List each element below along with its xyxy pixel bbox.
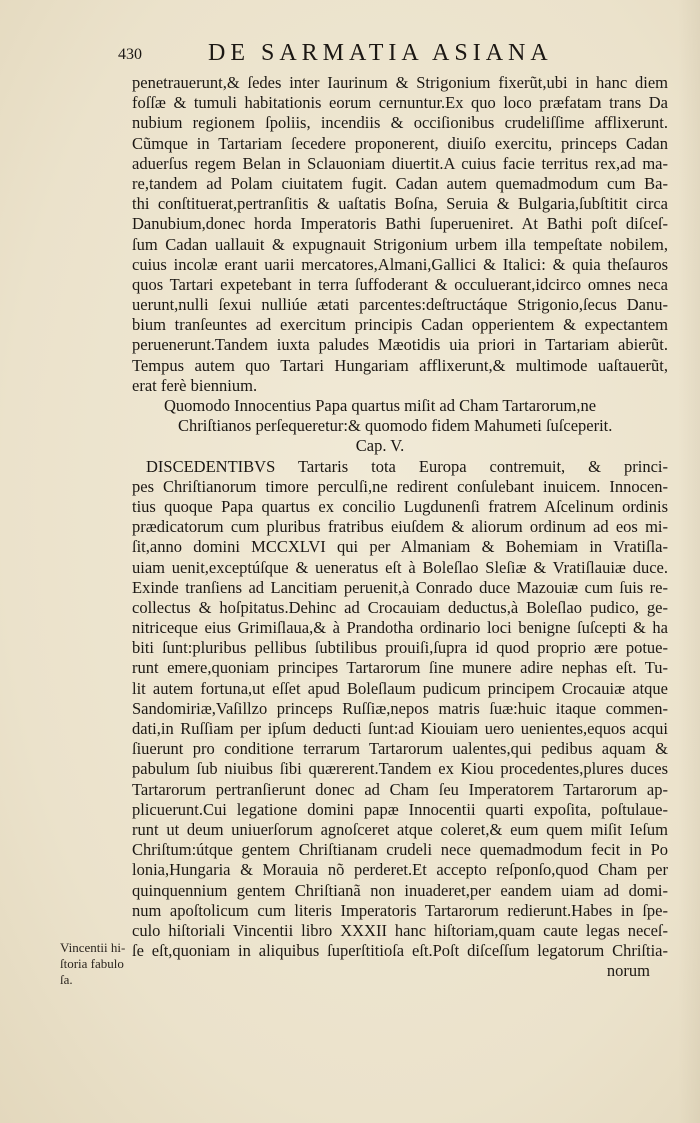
text-line: dati,in Ruſſiam per ipſum deducti ſunt:ad Kiouiam uero uenientes,equos acqui [132,719,668,738]
text-line: uerunt,nulli ſexui nulliúe ætati parcentes:deſtructáque Strigonio,ſecus Danu- [132,295,668,315]
text-line: uiam uenit,exceptúſque & ueneratus eſt à Boleſlao Sleſiæ & Vratiſlauiæ duce. [132,557,668,577]
text-line: plicuerunt.Cui legatione domini papæ Innocentii quarti expoſita, poſtulaue- [132,799,668,819]
text-line: biti ſunt:pluribus pellibus ſubtilibus prouiſi,ſupra id quod proprio ære potue- [132,638,668,658]
margin-note-line: ſa. [60,972,73,987]
page-edge-shadow [678,0,700,1123]
text-line: lonia,Hungaria & Morauia nõ perderet.Et accepto reſponſo,quod Cham per [132,860,668,880]
text-line: Cũmque in Tartariam ſecedere proponerent, diuiſo exercitu, princeps Cadan [132,133,668,153]
chapter-title-line-2: Chriſtianos perſequeretur:& quomodo fidem Mahumeti ſuſceperit. [178,416,613,436]
text-line: quos Tartari expetebant in terra ſuffoderant & occuluerant,idcirco omnes neca [132,274,668,294]
text-line: Tempus autem quo Tartari Hungariam afflixerunt,& multimode uaſtauerũt, [132,355,668,375]
text-line: culo hiſtoriali Vincentii libro XXXII hanc hiſtoriam,quam caute legas neceſ- [132,920,668,940]
text-line: nitriceque eius Grimiſlaua,& à Prandotha ordinario loci benigne ſuſcepti & ha [132,618,668,638]
margin-note-line: Vincentii hi- [60,940,126,955]
text-line: penetrauerunt,& ſedes inter Iaurinum & Strigonium fixerũt,ubi in hanc diem [132,73,668,92]
text-line: nubium regionem ſpoliis, incendiis & occiſionibus crudeliſſime afflixerunt. [132,113,668,133]
text-line: aduerſus regem Belan in Sclauoniam diuertit.A cuius facie territus rex,ad ma- [132,153,668,173]
text-line: Tartarorum pertranſierunt donec ad Cham ſeu Imperatorem Tartarorum ap- [132,779,668,799]
text-line: tius quoque Papa quartus ex concilio Lugdunenſi fratrem Aſcelinum ordinis [132,496,668,516]
chapter-number: Cap. V. [355,436,405,456]
chapter-title-line-1: Quomodo Innocentius Papa quartus miſit ad Cham Tartarorum,ne [164,396,597,415]
text-line: ſiuerunt pro conditione terrarum Tartarorum ualentes,qui pedibus aquam & [132,739,668,759]
text-block [132,73,668,981]
text-line: pes Chriſtianorum timore perculſi,ne redirent conſulebant inuicem. Innocen- [132,476,668,496]
running-head: DE SARMATIA ASIANA [208,40,553,66]
text-line: prædicatorum cum pluribus fratribus eiuſdem & aliorum ordinum ad eos mi- [132,517,668,537]
margin-note-line: ſtoria fabulo [60,956,124,971]
margin-note [60,940,132,988]
text-line: ſum Cadan uallauit & expugnauit Strigonium urbem illa tempeſtate nobilem, [132,234,668,254]
text-line: DISCEDENTIBVS Tartaris tota Europa contremuit, & princi- [146,456,668,476]
text-line: ſit,anno domini MCCXLVI qui per Almaniam & Bohemiam in Vratiſla- [132,537,668,557]
text-line: lit autem fortuna,ut eſſet apud Boleſlaum pudicum principem Crocauiæ atque [132,678,668,698]
text-line: bium tranſeuntes ad exercitum principis Cadan opperientem & expectantem [132,315,668,335]
text-line: pabulum ſub niuibus ſibi quærerent.Tandem ex Kiou procedentes,plures duces [132,759,668,779]
text-line: Sandomiriæ,Vaſillzo princeps Ruſſiæ,nepos matris ſuæ:huic itaque commen- [132,698,668,718]
text-line: re,tandem ad Polam ciuitatem fugit. Cadan autem quemadmodum cum Ba- [132,173,668,193]
text-line: collectus & hoſpitatus.Dehinc ad Crocauiam deductus,à Boleſlao pudico, ge- [132,597,668,617]
text-line: Chriſtum:útque gentem Chriſtianam crudeli nece quemadmodum fecit in Po [132,840,668,860]
page-header [118,40,566,70]
text-line: quinquennium gentem Chriſtianã non inuaderet,per eandem uiam ad domi- [132,880,668,900]
text-line: ſe eſt,quoniam in aliquibus ſuperſtitioſa eſt.Poſt diſceſſum legatorum Chriſtia- [132,941,668,961]
text-line: Danubium,donec horda Imperatoris Bathi ſuperueniret. At Bathi poſt diſceſ- [132,214,668,234]
text-line: num apoſtolicum cum literis Imperatoris Tartarorum redierunt.Habes in ſpe- [132,900,668,920]
catchword: norum [606,961,650,981]
text-line: peruenerunt.Tandem iuxta paludes Mæotidis uia priori in Tartariam abierũt. [132,335,668,355]
text-line: runt emere,quoniam principes Tartarorum ſine munere adire nephas eſt. Tu- [132,658,668,678]
text-line: thi conſtituerat,pertranſitis & uaſtatis Boſna, Seruia & Bulgaria,ſubſtitit circa [132,194,668,214]
text-line: cuius incolæ erant uarii mercatores,Almani,Gallici & Italici: & quia theſauros [132,254,668,274]
text-line: erat ferè biennium. [132,375,258,395]
text-line: foſſæ & tumuli habitationis eorum cernuntur.Ex quo loco præfatam trans Da [132,93,668,113]
text-line: runt ut deum uniuerſorum agnoſceret atque coleret,& eum quem miſit Ieſum [132,819,668,839]
text-line: Exinde tranſiens ad Lancitiam peruenit,à Conrado duce Mazouiæ cum ſuis re- [132,577,668,597]
page-number: 430 [118,46,142,63]
